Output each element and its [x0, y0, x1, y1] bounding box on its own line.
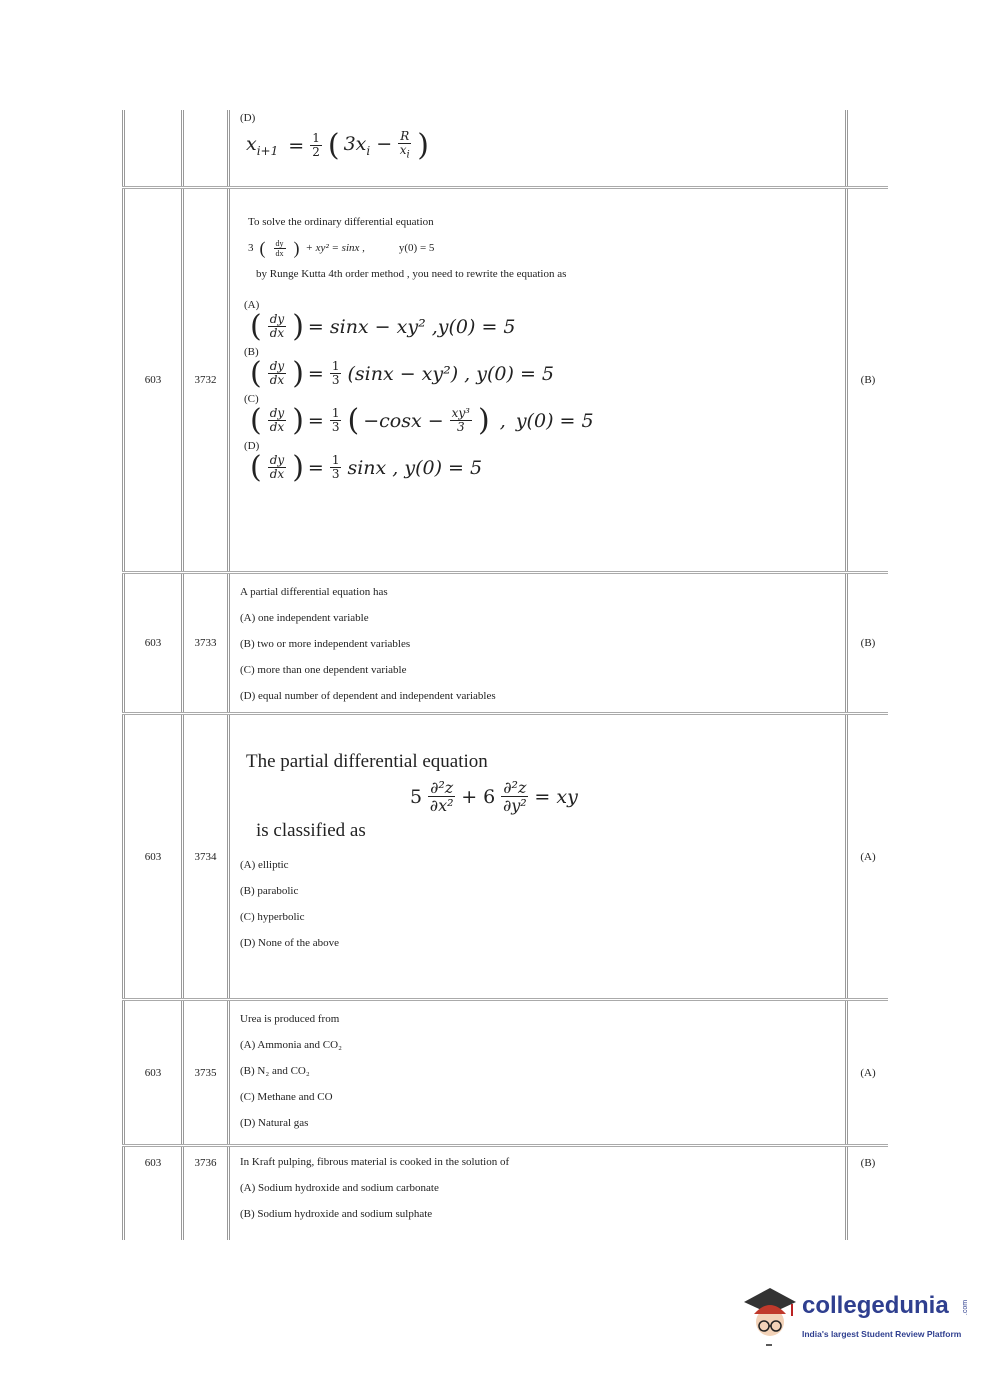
- table-row: [122, 186, 888, 571]
- option-d-formula: ( $\frac{dy}{dx}$ ) = $\frac{1}{3}$ sinx , y(0) = 5: [250, 449, 483, 485]
- answer-cell: (B): [860, 374, 876, 386]
- question-text: A partial differential equation has: [240, 586, 388, 598]
- answer-cell: (A): [860, 1066, 876, 1079]
- question-suffix: is classified as: [256, 820, 366, 841]
- qno-cell: 3736: [184, 1147, 230, 1240]
- qno-cell: 3733: [184, 574, 230, 712]
- question-text: In Kraft pulping, fibrous material is cooked in the solution of: [240, 1156, 510, 1168]
- option-b-formula: ( $\frac{dy}{dx}$ ) = $\frac{1}{3}$ (sinx − xy²) , y(0) = 5: [250, 355, 554, 391]
- question-text: The partial differential equation: [246, 751, 488, 772]
- question-cell: [230, 110, 848, 186]
- option-text: (B) parabolic: [240, 885, 299, 897]
- question-cell: [230, 715, 848, 998]
- question-cell: [230, 1147, 848, 1240]
- option-text: (A) Ammonia and CO₂: [240, 1039, 342, 1051]
- table-row: [122, 1144, 888, 1240]
- question-text: To solve the ordinary differential equation: [248, 216, 434, 228]
- option-text: (B) Sodium hydroxide and sodium sulphate: [240, 1208, 433, 1220]
- option-text: (B) two or more independent variables: [240, 638, 411, 650]
- logo-tagline: India's largest Student Review Platform: [802, 1329, 962, 1339]
- option-text: (C) hyperbolic: [240, 911, 305, 923]
- option-a-formula: ( $\frac{dy}{dx}$ ) = sinx − xy² ,y(0) = 5: [250, 308, 516, 344]
- initial-condition: y(0) = 5: [398, 242, 435, 254]
- subject-cell: 603: [122, 1147, 184, 1240]
- option-text: (A) one independent variable: [240, 612, 369, 624]
- subject-cell: 603: [122, 189, 184, 571]
- question-cell: [230, 1001, 848, 1144]
- option-text: (C) Methane and CO: [240, 1091, 333, 1103]
- table-row: [122, 712, 888, 998]
- subject-cell: 603: [122, 574, 184, 712]
- option-text: (D) Natural gas: [240, 1117, 309, 1129]
- subject-cell: 603: [122, 715, 184, 998]
- pde-formula: 5 $\frac{\text{∂²z}}{\text{∂x²}}$ + 6 $\frac{\text{∂²z}}{\text{∂y²}}$ = xy: [410, 778, 578, 815]
- option-text: (C) more than one dependent variable: [240, 664, 407, 676]
- collegedunia-logo: [740, 1282, 980, 1352]
- option-text: (D) None of the above: [240, 937, 339, 949]
- question-table: [122, 110, 888, 1240]
- option-text: (B) N₂ and CO₂: [240, 1065, 310, 1077]
- ode-equation: 3 ( $\frac{dy}{dx}$ ) + xy² = sinx , y(0) = 5: [248, 238, 435, 258]
- table-row: [122, 571, 888, 712]
- table-row: [122, 998, 888, 1144]
- option-text: (A) elliptic: [240, 859, 289, 871]
- mascot-icon: [740, 1282, 800, 1348]
- option-text: (D) equal number of dependent and independent variables: [240, 690, 496, 702]
- option-c-formula: ( $\frac{dy}{dx}$ ) = $\frac{1}{3}$ ( −cosx − $\frac{\text{xy³}}{3}$ ) , y(0) = 5: [250, 402, 594, 438]
- logo-name: collegedunia: [802, 1292, 949, 1319]
- subject-cell: [122, 110, 184, 186]
- qno-cell: 3734: [184, 715, 230, 998]
- question-text: Urea is produced from: [240, 1013, 340, 1025]
- option-text: (A) Sodium hydroxide and sodium carbonate: [240, 1182, 439, 1194]
- subject-cell: 603: [122, 1001, 184, 1144]
- qno-cell: 3735: [184, 1001, 230, 1144]
- logo-suffix: .com: [962, 1299, 970, 1316]
- qno-cell: [184, 110, 230, 186]
- option-label: (A): [244, 299, 260, 311]
- option-label: (D): [240, 112, 256, 124]
- question-cell: [230, 189, 848, 571]
- qno-cell: 3732: [184, 189, 230, 571]
- question-cell: [230, 574, 848, 712]
- option-label: (C): [244, 393, 259, 405]
- option-label: (D): [244, 440, 260, 452]
- option-label: (B): [244, 346, 259, 358]
- instruction-text: by Runge Kutta 4th order method , you need to rewrite the equation as: [256, 268, 567, 280]
- formula: $x_{i+1}$ = $\frac{1}{2}$ ( $3x_i$ − $\frac{R}{x_i}$ ): [246, 127, 429, 163]
- answer-cell: (A): [860, 850, 876, 863]
- answer-cell: (B): [860, 1157, 876, 1169]
- answer-cell: [848, 110, 888, 186]
- table-row: [122, 110, 888, 186]
- answer-cell: (B): [860, 637, 876, 649]
